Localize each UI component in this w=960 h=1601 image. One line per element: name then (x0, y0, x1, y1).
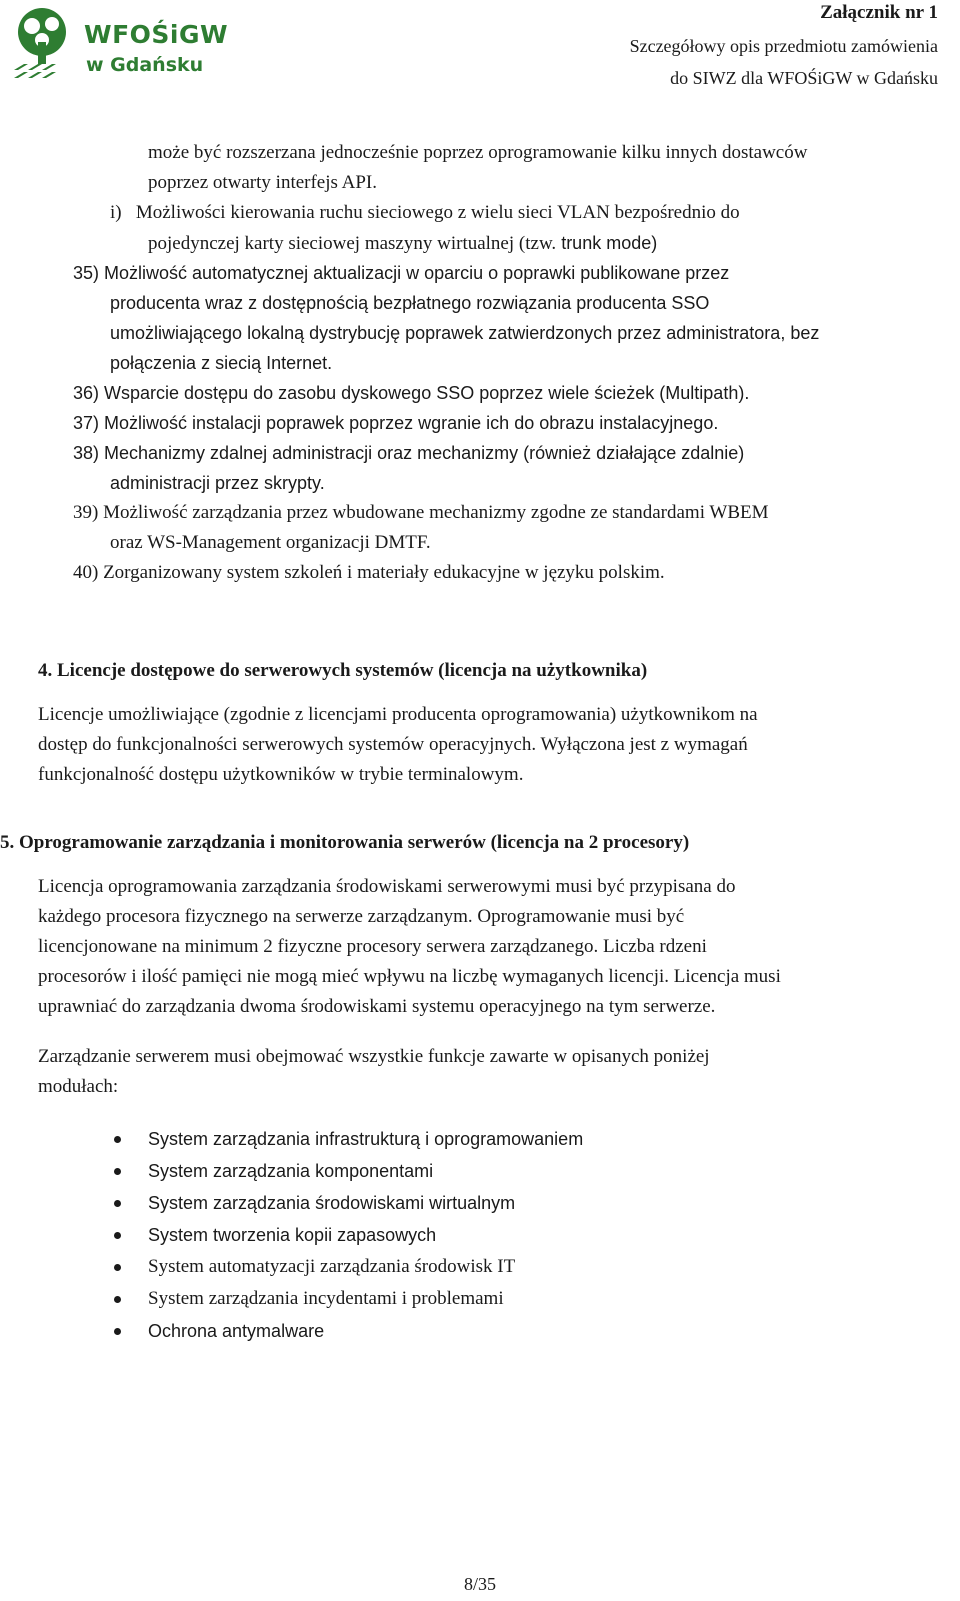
bullet-icon (114, 1296, 121, 1303)
page-number: 8/35 (463, 1574, 496, 1594)
section-4-paragraph-line: funkcjonalność dostępu użytkowników w trybie terminalowym. (38, 764, 524, 785)
list-item-37: 37) Możliwość instalacji poprawek poprzez wgranie ich do obrazu instalacyjnego. (73, 413, 719, 433)
section-5-paragraph-line: każdego procesora fizycznego na serwerze zarządzanym. Oprogramowanie musi być (38, 906, 685, 927)
logo-name: WFOŚiGW (84, 20, 229, 49)
bullet-icon (114, 1232, 121, 1239)
list-item-39: 39) Możliwość zarządzania przez wbudowane mechanizmy zgodne ze standardami WBEM (73, 502, 769, 523)
module-list-item: Ochrona antymalware (148, 1321, 325, 1341)
module-list-item: System zarządzania infrastrukturą i oprogramowaniem (148, 1129, 584, 1149)
body-line: połączenia z siecią Internet. (110, 353, 333, 373)
bullet-icon (114, 1136, 121, 1143)
body-line: poprzez otwarty interfejs API. (148, 172, 377, 193)
module-list-item: System tworzenia kopii zapasowych (148, 1225, 437, 1245)
body-line: oraz WS-Management organizacji DMTF. (110, 532, 431, 553)
list-item-36: 36) Wsparcie dostępu do zasobu dyskowego SSO poprzez wiele ścieżek (Multipath). (73, 383, 750, 403)
list-item-35: 35) Możliwość automatycznej aktualizacji w oparciu o poprawki publikowane przez (73, 263, 730, 283)
body-line: umożliwiającego lokalną dystrybucję poprawek zatwierdzonych przez administratora, bez (110, 323, 820, 343)
section-4-heading: 4. Licencje dostępowe do serwerowych systemów (licencja na użytkownika) (38, 660, 648, 681)
body-line (148, 232, 657, 255)
logo (8, 6, 238, 88)
body-line: administracji przez skrypty. (110, 473, 325, 493)
module-list-item: System zarządzania środowiskami wirtualnym (148, 1193, 516, 1213)
section-4-paragraph-line: dostęp do funkcjonalności serwerowych systemów operacyjnych. Wyłączona jest z wymagań (38, 734, 748, 755)
bullet-icon (114, 1328, 121, 1335)
modules-intro-line: modułach: (38, 1076, 119, 1097)
section-4-paragraph-line: Licencje umożliwiające (zgodnie z licencjami producenta oprogramowania) użytkownikom na (38, 704, 758, 725)
body-line: producenta wraz z dostępnością bezpłatnego rozwiązania producenta SSO (110, 293, 710, 313)
tree-logo-icon (8, 6, 78, 86)
bullet-icon (114, 1264, 121, 1271)
list-item-38: 38) Mechanizmy zdalnej administracji oraz mechanizmy (również działające zdalnie) (73, 443, 745, 463)
list-item-40: 40) Zorganizowany system szkoleń i materiały edukacyjne w języku polskim. (73, 562, 665, 583)
section-5-paragraph-line: uprawniać do zarządzania dwoma środowiskami systemu operacyjnego na tym serwerze. (38, 996, 716, 1017)
attachment-title: Załącznik nr 1 (820, 2, 938, 23)
section-5-paragraph-line: Licencja oprogramowania zarządzania środowiskami serwerowymi musi być przypisana do (38, 876, 736, 897)
modules-intro-line: Zarządzanie serwerem musi obejmować wszystkie funkcje zawarte w opisanych poniżej (38, 1046, 710, 1067)
bullet-icon (114, 1200, 121, 1207)
module-list-item: System zarządzania komponentami (148, 1161, 434, 1181)
module-list-item: System automatyzacji zarządzania środowisk IT (148, 1256, 516, 1277)
body-line: może być rozszerzana jednocześnie poprzez oprogramowanie kilku innych dostawców (148, 142, 808, 163)
list-item-i: i) Możliwości kierowania ruchu sieciowego z wielu sieci VLAN bezpośrednio do (110, 202, 740, 223)
bullet-icon (114, 1168, 121, 1175)
section-5-paragraph-line: licencjonowane na minimum 2 fizyczne procesory serwera zarządzanego. Liczba rdzeni (38, 936, 707, 957)
body-line-sans: trunk mode) (556, 233, 658, 253)
section-5-heading: 5. Oprogramowanie zarządzania i monitorowania serwerów (licencja na 2 procesory) (0, 832, 690, 853)
body-line-serif: pojedynczej karty sieciowej maszyny wirtualnej (tzw. (148, 233, 557, 254)
section-5-paragraph-line: procesorów i ilość pamięci nie mogą mieć wpływu na liczbę wymaganych licencji. Licencja musi (38, 966, 781, 987)
module-list-item: System zarządzania incydentami i problemami (148, 1288, 504, 1309)
header-subtitle-2: do SIWZ dla WFOŚiGW w Gdańsku (670, 68, 938, 88)
logo-city: w Gdańsku (86, 54, 204, 76)
header-subtitle-1: Szczegółowy opis przedmiotu zamówienia (629, 36, 938, 56)
